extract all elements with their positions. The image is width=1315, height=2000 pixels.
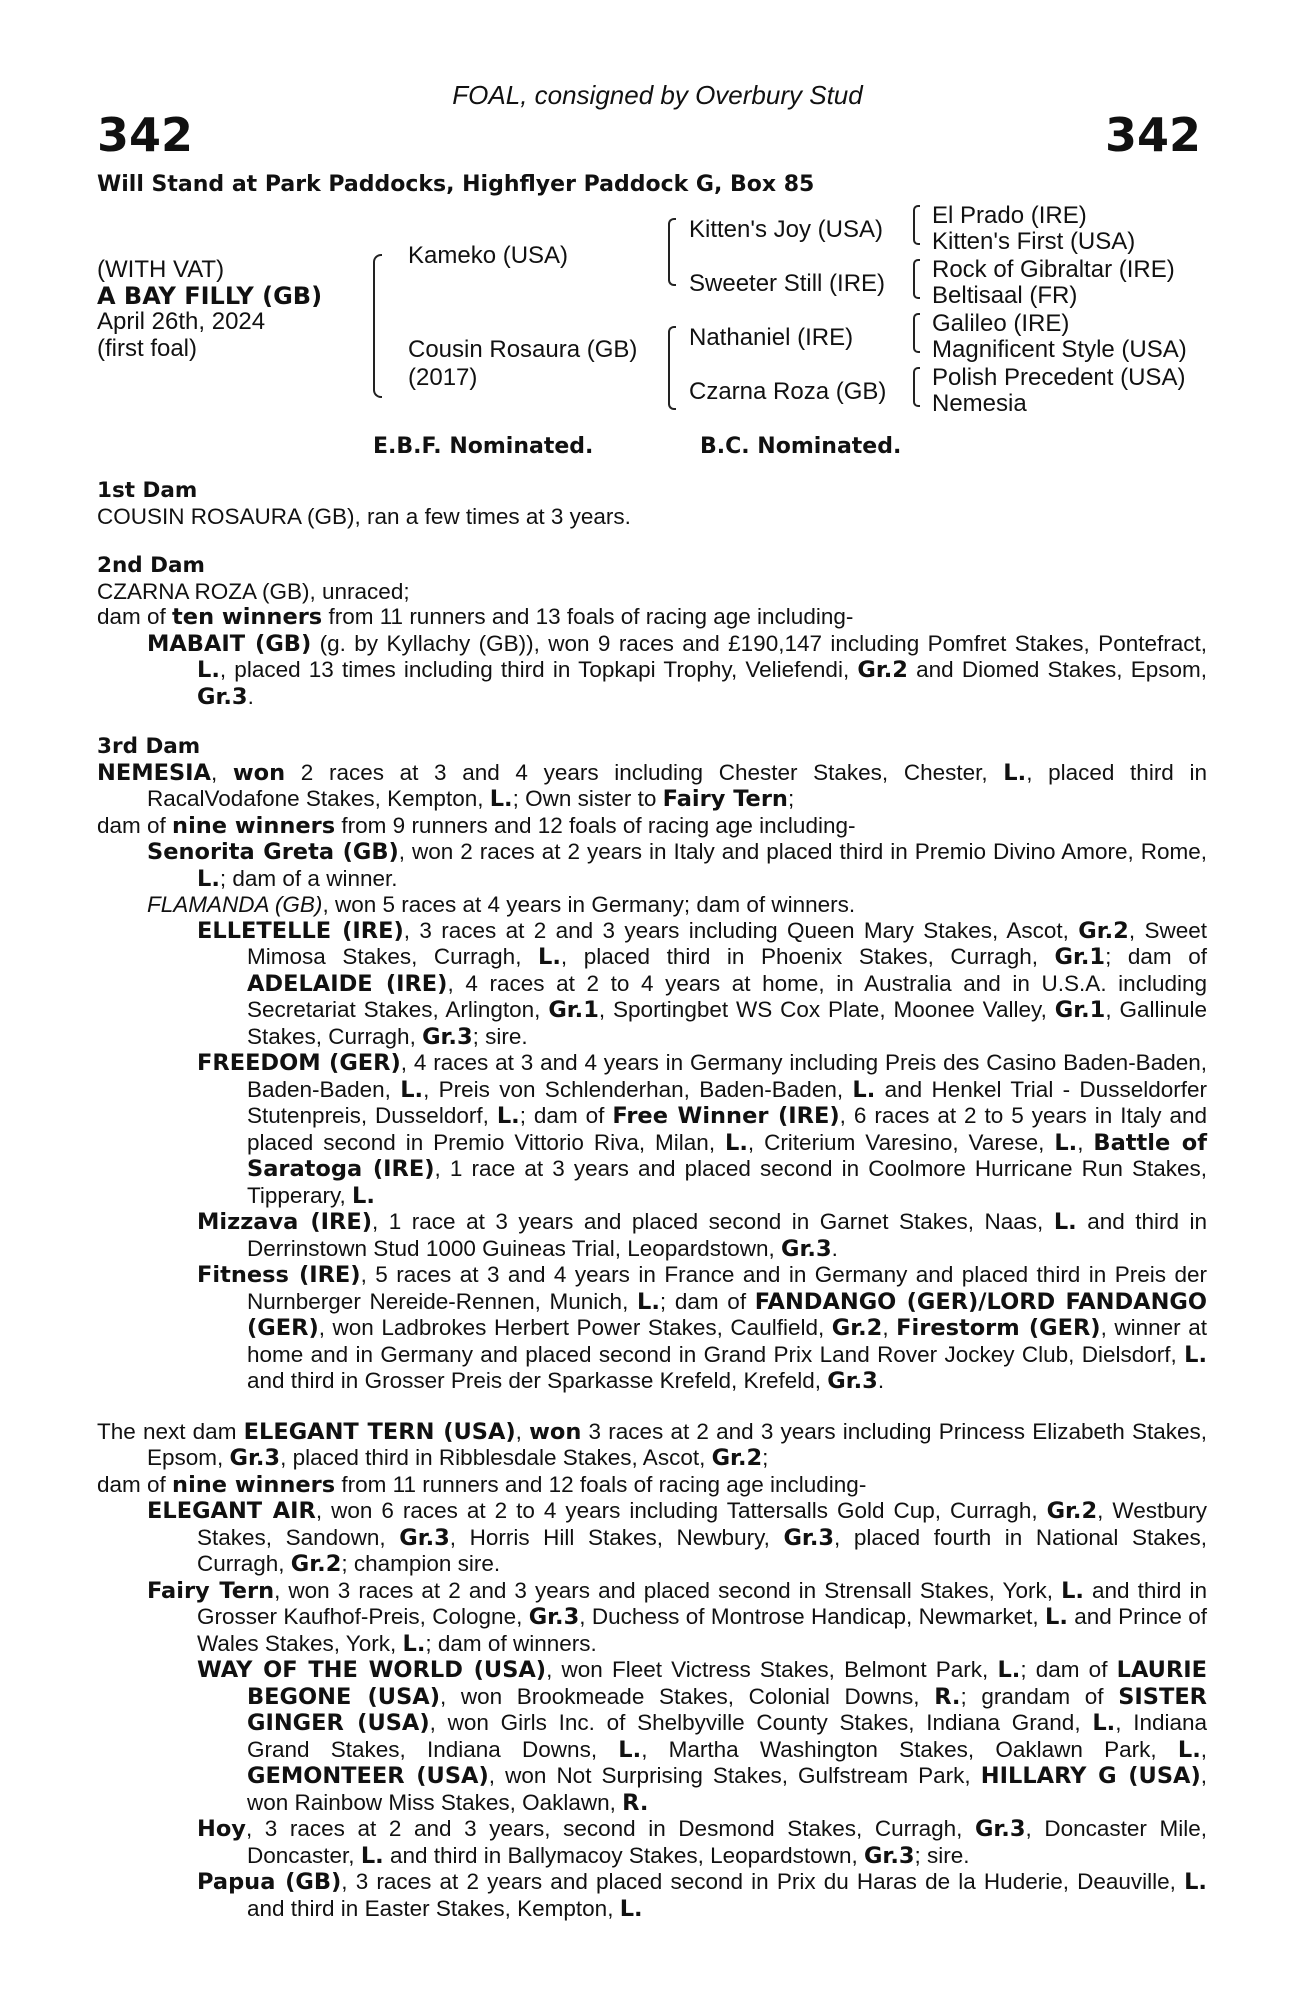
bold-run: Gr.3 <box>422 1023 473 1050</box>
bc-nominated: B.C. Nominated. <box>700 434 902 459</box>
bold-run: Battle of Saratoga (IRE) <box>247 1129 1207 1182</box>
bold-run: L. <box>197 865 220 892</box>
bold-run: HILLARY G (USA) <box>980 1763 1201 1789</box>
bold-run: won <box>232 759 286 786</box>
text-run: ; sire. <box>914 1842 970 1868</box>
bold-run: Fairy Tern <box>147 1577 275 1604</box>
bold-run: L. <box>1061 1577 1084 1604</box>
bold-run: Firestorm (GER) <box>896 1315 1101 1341</box>
catalogue-paragraph <box>97 1657 1207 1816</box>
bold-run: GEMONTEER (USA) <box>247 1763 489 1789</box>
text-run: , 6 races at 2 to 5 years in Italy and placed second in Premio Vittorio Riva, Milan, <box>247 1103 1207 1155</box>
brace-sire-parents <box>668 218 676 286</box>
text-run: , Doncaster Mile, Doncaster, <box>247 1816 1207 1868</box>
dam-dam-dam: Nemesia <box>932 390 1027 417</box>
text-run: dam of <box>97 1471 173 1497</box>
italic-run: FLAMANDA (GB) <box>147 892 323 917</box>
catalogue-paragraph <box>97 918 1207 1051</box>
bold-run: Gr.3 <box>863 1842 915 1869</box>
text-run: from 11 runners and 13 foals of racing age including- <box>322 604 854 629</box>
text-run: , 1 race at 3 years and placed second in Coolmore Hurricane Run Stakes, Tipperary, <box>247 1156 1207 1208</box>
bold-run: L. <box>637 1288 660 1315</box>
sire-sire: Kitten's Joy (USA) <box>689 216 883 243</box>
text-run: , won 5 races at 4 years in Germany; dam of winners. <box>322 892 856 917</box>
bold-run: NEMESIA <box>97 759 211 786</box>
bold-run: won <box>529 1418 582 1445</box>
dam-sire-sire: Galileo (IRE) <box>932 310 1070 337</box>
brace-dd-parents <box>913 367 920 407</box>
bold-run: Gr.2 <box>857 657 908 683</box>
text-run: 2 races at 3 and 4 years including Chester Stakes, Chester, <box>285 759 1004 785</box>
bold-run: FREEDOM (GER) <box>197 1050 401 1076</box>
text-run: ; dam of <box>659 1288 755 1314</box>
text-run: ; dam of a winner. <box>219 865 398 891</box>
catalogue-paragraph <box>97 892 1207 918</box>
text-run: , winner at home and in Germany and placed second in Grand Prix Land Rover Jockey Club, Dielsdorf, <box>247 1315 1207 1367</box>
text-run: 3 races at 2 and 3 years including Princess Elizabeth Stakes, Epsom, <box>147 1418 1208 1470</box>
bold-run: L. <box>1045 1604 1068 1630</box>
brace-dam-parents <box>668 326 676 410</box>
brace-ss-parents <box>913 205 920 245</box>
text-run: , Criterium Varesino, Varese, <box>747 1129 1055 1155</box>
dam-year: (2017) <box>408 364 478 391</box>
bold-run: L. <box>852 1076 876 1103</box>
text-run: ; champion sire. <box>341 1551 501 1576</box>
catalogue-paragraph <box>97 1419 1207 1472</box>
stand-location: Will Stand at Park Paddocks, Highflyer Paddock G, Box 85 <box>97 172 815 197</box>
catalogue-paragraph <box>97 604 1207 631</box>
catalogue-paragraph <box>97 813 1207 840</box>
text-run: . <box>877 1368 885 1393</box>
text-run: , Gallinule Stakes, Curragh, <box>247 997 1208 1049</box>
text-run: . <box>247 683 254 709</box>
catalogue-paragraph <box>97 1498 1207 1578</box>
bold-run: MABAIT (GB) <box>147 630 312 657</box>
text-run: , placed third in RacalVodafone Stakes, Kempton, <box>147 759 1207 811</box>
bold-run: Gr.3 <box>229 1445 281 1471</box>
bold-run: ELLETELLE (IRE) <box>197 917 404 944</box>
text-run: ; <box>762 1445 769 1470</box>
bold-run: L. <box>197 657 220 683</box>
catalogue-paragraph <box>97 504 1207 530</box>
text-run: 2nd Dam <box>97 553 205 578</box>
bold-run: Free Winner (IRE) <box>612 1103 840 1129</box>
lot-number-right: 342 <box>1104 108 1201 162</box>
text-run: , 4 races at 3 and 4 years in Germany including Preis des Casino Baden-Baden, Baden-Baden, <box>247 1050 1207 1102</box>
paragraph-spacer <box>97 1395 1207 1419</box>
brace-sd-parents <box>913 259 920 299</box>
bold-run: L. <box>352 1182 375 1209</box>
bold-run: L. <box>402 1630 426 1657</box>
dam-dam: Czarna Roza (GB) <box>689 378 887 405</box>
text-run: and third in Ballymacoy Stakes, Leopardstown, <box>383 1842 864 1868</box>
text-run: 3rd Dam <box>97 734 201 759</box>
lot-number-left: 342 <box>97 108 194 162</box>
bold-run: Gr.3 <box>974 1816 1026 1842</box>
text-run: , 3 races at 2 years and placed second in Prix du Haras de la Huderie, Deauville, <box>341 1869 1185 1894</box>
bold-run: Gr.1 <box>548 997 599 1023</box>
text-run: , won 3 races at 2 and 3 years and placed second in Strensall Stakes, York, <box>274 1577 1062 1603</box>
text-run: , won Fleet Victress Stakes, Belmont Park, <box>546 1657 998 1682</box>
bold-run: Gr.2 <box>1078 917 1129 944</box>
text-run: ; dam of <box>1105 944 1207 969</box>
sire-dam-dam: Beltisaal (FR) <box>932 282 1078 309</box>
catalogue-paragraph <box>97 1050 1207 1209</box>
bold-run: Gr.2 <box>290 1551 342 1577</box>
bold-run: L. <box>496 1103 520 1129</box>
text-run: , won Girls Inc. of Shelbyville County Stakes, Indiana Grand, <box>429 1710 1093 1735</box>
dam: Cousin Rosaura (GB) <box>408 336 638 363</box>
sire: Kameko (USA) <box>408 242 569 269</box>
text-run: from 9 runners and 12 foals of racing age including- <box>335 812 856 838</box>
text-run: , 3 races at 2 and 3 years including Queen Mary Stakes, Ascot, <box>403 917 1079 943</box>
foal-title: A BAY FILLY (GB) <box>97 282 323 310</box>
paragraph-spacer <box>97 529 1207 553</box>
bold-run: ELEGANT TERN (USA) <box>243 1418 516 1445</box>
bold-run: R. <box>934 1683 961 1710</box>
text-run: , placed third in Phoenix Stakes, Curragh, <box>560 944 1055 969</box>
text-run: , 5 races at 3 and 4 years in France and in Germany and placed third in Preis der Nurnberger Nereide-Rennen, Munich, <box>247 1262 1207 1314</box>
bold-run: Gr.3 <box>399 1524 450 1551</box>
bold-run: L. <box>1184 1869 1207 1895</box>
bold-run: L. <box>618 1736 642 1763</box>
catalogue-paragraph <box>97 839 1207 892</box>
text-run: , won 6 races at 2 to 4 years including Tattersalls Gold Cup, Curragh, <box>315 1498 1047 1523</box>
bold-run: Papua (GB) <box>197 1869 342 1895</box>
brace-generation-1 <box>373 254 382 398</box>
bold-run: ELEGANT AIR <box>147 1498 316 1524</box>
text-run: and third in Grosser Kaufhof-Preis, Cologne, <box>197 1577 1207 1629</box>
bold-run: Gr.3 <box>197 683 248 710</box>
text-run: , 1 race at 3 years and placed second in Garnet Stakes, Naas, <box>372 1209 1054 1234</box>
bold-run: LAURIE BEGONE (USA) <box>247 1657 1208 1710</box>
text-run: , <box>1200 1736 1208 1762</box>
text-run: , Martha Washington Stakes, Oaklawn Park, <box>641 1736 1178 1762</box>
bold-run: L. <box>489 786 513 812</box>
text-run: , <box>1077 1129 1094 1155</box>
text-run: , Sweet Mimosa Stakes, Curragh, <box>247 917 1207 969</box>
bold-run: Gr.3 <box>528 1604 580 1630</box>
bold-run: Gr.2 <box>1046 1498 1098 1524</box>
text-run: and Diomed Stakes, Epsom, <box>907 657 1208 682</box>
consignor-header: FOAL, consigned by Overbury Stud <box>452 80 863 110</box>
catalogue-paragraph <box>97 1472 1207 1499</box>
bold-run: Gr.1 <box>1054 997 1106 1023</box>
text-run: and third in Easter Stakes, Kempton, <box>247 1895 620 1921</box>
bold-run: nine winners <box>172 812 336 839</box>
dam-sire: Nathaniel (IRE) <box>689 324 854 351</box>
text-run: ; dam of <box>1020 1657 1117 1682</box>
text-run: dam of <box>97 604 173 629</box>
text-run: CZARNA ROZA (GB), unraced; <box>97 578 410 604</box>
catalogue-paragraph <box>97 1869 1207 1922</box>
bold-run: FANDANGO (GER)/LORD FANDANGO (GER) <box>247 1288 1208 1341</box>
text-run: , placed fourth in National Stakes, Curragh, <box>197 1524 1207 1576</box>
text-run: and Henkel Trial - Dusseldorfer Stutenpreis, Dusseldorf, <box>247 1076 1207 1128</box>
text-run: , 4 races at 2 to 4 years at home, in Australia and in U.S.A. including Secretariat Stakes, Arlington, <box>247 970 1207 1022</box>
bold-run: L. <box>360 1842 384 1869</box>
foal-note: (first foal) <box>97 335 198 362</box>
bold-run: ten winners <box>172 604 323 630</box>
text-run: , Duchess of Montrose Handicap, Newmarket, <box>579 1604 1045 1629</box>
bold-run: L. <box>725 1129 748 1156</box>
catalogue-paragraph <box>97 1816 1207 1869</box>
text-run: ; dam of <box>519 1103 613 1128</box>
catalogue-paragraph <box>97 631 1207 711</box>
catalogue-body <box>97 478 1207 1922</box>
bold-run: nine winners <box>172 1471 336 1498</box>
text-run: and Prince of Wales Stakes, York, <box>197 1604 1207 1656</box>
dam-dam-sire: Polish Precedent (USA) <box>932 364 1186 391</box>
text-run: . <box>831 1235 838 1261</box>
text-run: ; Own sister to <box>512 786 663 811</box>
bold-run: Gr.3 <box>783 1524 835 1551</box>
dam-sire-dam: Magnificent Style (USA) <box>932 336 1187 363</box>
text-run: , placed 13 times including third in Topkapi Trophy, Veliefendi, <box>219 657 858 682</box>
bold-run: SISTER GINGER (USA) <box>247 1683 1208 1736</box>
text-run: COUSIN ROSAURA (GB), ran a few times at 3 years. <box>97 503 631 529</box>
text-run: , won 2 races at 2 years in Italy and placed third in Premio Divino Amore, Rome, <box>398 839 1207 864</box>
bold-run: Gr.2 <box>711 1445 763 1471</box>
text-run: 1st Dam <box>97 478 198 503</box>
text-run: , <box>882 1315 897 1340</box>
foal-date: April 26th, 2024 <box>97 308 266 335</box>
text-run: , Sportingbet WS Cox Plate, Moonee Valley, <box>598 997 1055 1022</box>
text-run: (g. by Kyllachy (GB)), won 9 races and £190,147 including Pomfret Stakes, Pontefract, <box>311 630 1207 656</box>
bold-run: L. <box>619 1895 643 1922</box>
catalogue-paragraph <box>97 1578 1207 1658</box>
bold-run: Gr.1 <box>1054 944 1106 970</box>
bold-run: WAY OF THE WORLD (USA) <box>197 1657 547 1683</box>
bold-run: Gr.2 <box>831 1315 883 1341</box>
ebf-nominated: E.B.F. Nominated. <box>373 434 594 459</box>
bold-run: L. <box>1003 759 1027 786</box>
bold-run: L. <box>1177 1736 1201 1763</box>
text-run: , won Ladbrokes Herbert Power Stakes, Caulfield, <box>318 1315 832 1340</box>
bold-run: Gr.3 <box>781 1235 832 1262</box>
text-run: and third in Grosser Preis der Sparkasse Krefeld, Krefeld, <box>247 1368 828 1393</box>
text-run: , <box>515 1418 530 1444</box>
sire-dam: Sweeter Still (IRE) <box>689 270 886 297</box>
text-run: , won Brookmeade Stakes, Colonial Downs, <box>439 1683 935 1709</box>
text-run: dam of <box>97 812 173 838</box>
bold-run: ADELAIDE (IRE) <box>247 970 448 997</box>
text-run: , Westbury Stakes, Sandown, <box>197 1498 1207 1550</box>
bold-run: Hoy <box>197 1816 246 1842</box>
bold-run: L. <box>400 1076 424 1103</box>
text-run: , Horris Hill Stakes, Newbury, <box>449 1524 784 1550</box>
text-run: from 11 runners and 12 foals of racing age including- <box>335 1471 867 1497</box>
bold-run: Gr.3 <box>827 1368 878 1394</box>
bold-run: L. <box>1053 1209 1077 1235</box>
vat-note: (WITH VAT) <box>97 256 225 283</box>
sire-dam-sire: Rock of Gibraltar (IRE) <box>932 256 1175 283</box>
bold-run: L. <box>997 1657 1021 1683</box>
bold-run: L. <box>1184 1341 1207 1368</box>
bold-run: L. <box>1092 1710 1116 1736</box>
bold-run: L. <box>538 944 561 970</box>
catalogue-paragraph <box>97 760 1207 813</box>
text-run: The next dam <box>97 1418 244 1444</box>
bold-run: Fitness (IRE) <box>197 1262 361 1288</box>
sire-sire-dam: Kitten's First (USA) <box>932 228 1136 255</box>
text-run: ; dam of winners. <box>425 1630 597 1656</box>
paragraph-spacer <box>97 710 1207 734</box>
bold-run: Fairy Tern <box>662 786 788 812</box>
catalogue-paragraph <box>97 1262 1207 1395</box>
brace-ds-parents <box>913 313 920 353</box>
text-run: ; sire. <box>472 1023 528 1049</box>
section-heading <box>97 478 1207 504</box>
catalogue-paragraph <box>97 1209 1207 1262</box>
section-heading <box>97 734 1207 760</box>
text-run: , won Rainbow Miss Stakes, Oaklawn, <box>247 1763 1207 1815</box>
text-run: and third in Derrinstown Stud 1000 Guineas Trial, Leopardstown, <box>247 1209 1208 1261</box>
text-run: , 3 races at 2 and 3 years, second in Desmond Stakes, Curragh, <box>245 1816 975 1841</box>
sire-sire-sire: El Prado (IRE) <box>932 202 1087 229</box>
catalogue-paragraph <box>97 579 1207 605</box>
text-run: , <box>210 759 233 785</box>
bold-run: Mizzava (IRE) <box>197 1209 373 1235</box>
text-run: ; <box>787 786 795 811</box>
bold-run: L. <box>1054 1129 1078 1156</box>
bold-run: R. <box>622 1789 649 1816</box>
text-run: ; grandam of <box>960 1683 1119 1709</box>
text-run: , Preis von Schlenderhan, Baden-Baden, <box>423 1076 853 1102</box>
section-heading <box>97 553 1207 579</box>
text-run: , Indiana Grand Stakes, Indiana Downs, <box>247 1710 1208 1762</box>
bold-run: Senorita Greta (GB) <box>147 839 399 865</box>
text-run: , won Not Surprising Stakes, Gulfstream Park, <box>488 1763 981 1788</box>
text-run: , placed third in Ribblesdale Stakes, Ascot, <box>280 1445 712 1470</box>
